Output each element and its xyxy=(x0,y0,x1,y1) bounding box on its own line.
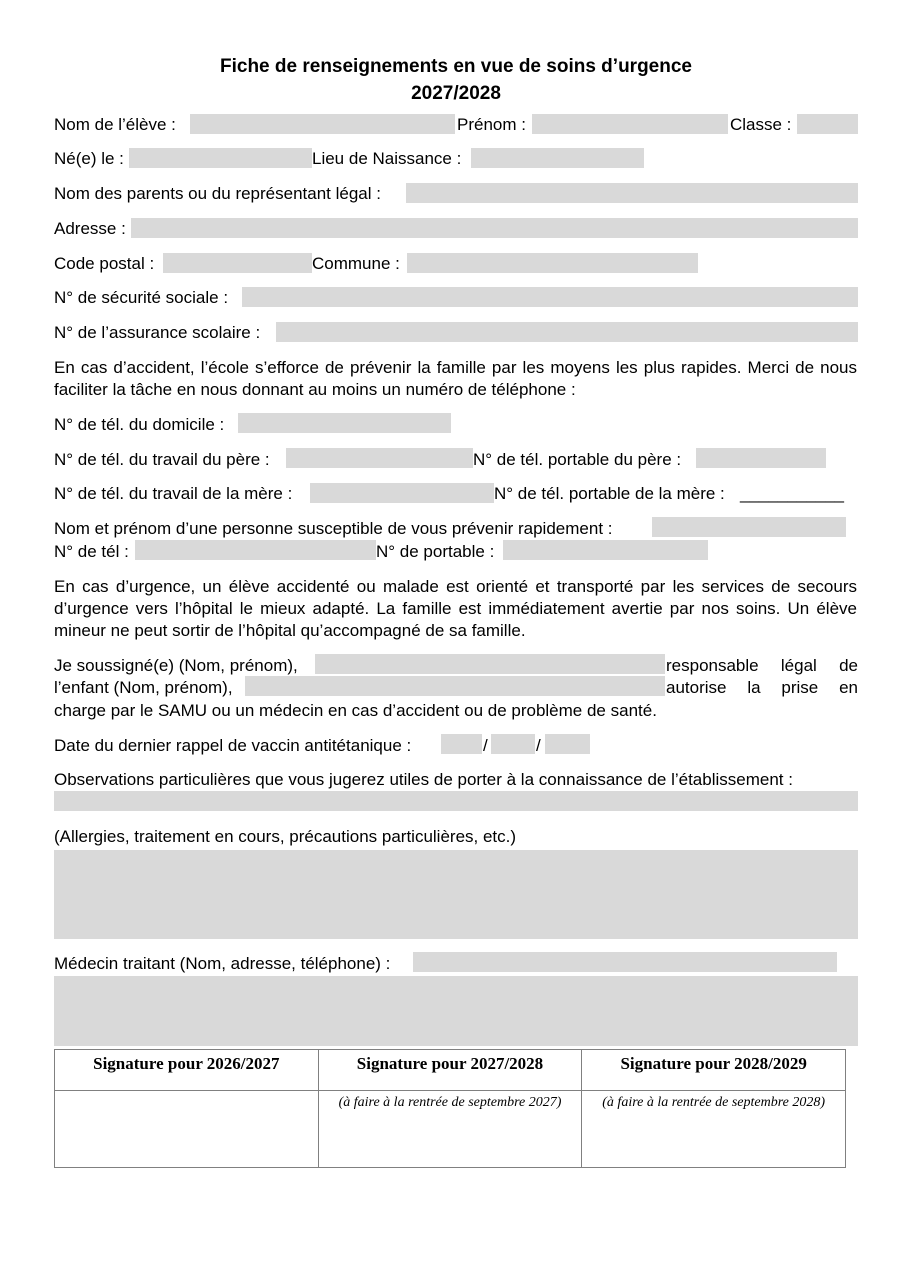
signature-header: Signature pour 2026/2027 xyxy=(55,1050,319,1091)
commune-field[interactable] xyxy=(407,253,698,273)
guardian-name-field[interactable] xyxy=(315,654,665,674)
consent-word: légal xyxy=(780,656,817,675)
school-year: 2027/2028 xyxy=(411,83,501,104)
birthplace-label: Lieu de Naissance : xyxy=(312,149,462,168)
signature-table xyxy=(54,1049,846,1168)
commune-label: Commune : xyxy=(312,254,400,273)
vaccine-month-field[interactable] xyxy=(491,734,535,754)
consent-word: responsable xyxy=(666,656,759,675)
consent-word: prise xyxy=(781,678,819,697)
father-mobile-label: N° de tél. portable du père : xyxy=(473,450,682,469)
home-phone-label: N° de tél. du domicile : xyxy=(54,415,225,434)
vaccine-label: Date du dernier rappel de vaccin antitétanique : xyxy=(54,736,412,755)
social-security-field[interactable] xyxy=(242,287,858,307)
father-work-label: N° de tél. du travail du père : xyxy=(54,450,270,469)
birthplace-field[interactable] xyxy=(471,148,644,168)
address-field[interactable] xyxy=(131,218,858,238)
consent-line2-end xyxy=(666,678,858,698)
observations-field[interactable] xyxy=(54,791,858,811)
consent-word: autorise xyxy=(666,678,727,697)
emergency-paragraph: En cas d’urgence, un élève accidenté ou malade est orienté et transporté par les services de secours d’urgence vers l’hôpital le mieux adapté. La famille est immédiatement avertie par nos soins. Un élève mineur ne peut sortir de l’hôpital qu’accompagné de sa famille. xyxy=(54,577,857,640)
first-name-field[interactable] xyxy=(532,114,728,134)
contact-tel-label: N° de tél : xyxy=(54,542,129,561)
vaccine-year-field[interactable] xyxy=(545,734,590,754)
mother-mobile-line[interactable]: ___________ xyxy=(740,484,845,503)
mother-work-field[interactable] xyxy=(310,483,494,503)
signature-cell[interactable]: (à faire à la rentrée de septembre 2028) xyxy=(582,1091,846,1168)
signature-header: Signature pour 2028/2029 xyxy=(582,1050,846,1091)
consent-line1-start: Je soussigné(e) (Nom, prénom), xyxy=(54,656,298,675)
child-name-field[interactable] xyxy=(245,676,665,696)
consent-word: la xyxy=(747,678,761,697)
date-separator: / xyxy=(483,736,488,755)
class-field[interactable] xyxy=(797,114,858,134)
observations-hint: (Allergies, traitement en cours, précautions particulières, etc.) xyxy=(54,827,517,846)
observations-textarea[interactable] xyxy=(54,850,858,939)
contact-mobile-label: N° de portable : xyxy=(376,542,495,561)
consent-line1-end xyxy=(666,656,858,676)
mother-mobile-label: N° de tél. portable de la mère : xyxy=(494,484,725,503)
born-field[interactable] xyxy=(129,148,312,168)
contact-mobile-field[interactable] xyxy=(503,540,708,560)
signature-cell[interactable] xyxy=(55,1091,319,1168)
page-title: Fiche de renseignements en vue de soins d’urgence xyxy=(220,56,692,77)
observations-label: Observations particulières que vous jugerez utiles de porter à la connaissance de l’établissement : xyxy=(54,770,793,789)
father-mobile-field[interactable] xyxy=(696,448,826,468)
postal-field[interactable] xyxy=(163,253,312,273)
mother-work-label: N° de tél. du travail de la mère : xyxy=(54,484,293,503)
student-name-field[interactable] xyxy=(190,114,455,134)
contact-person-label: Nom et prénom d’une personne susceptible de vous prévenir rapidement : xyxy=(54,519,613,538)
address-label: Adresse : xyxy=(54,219,126,238)
school-insurance-label: N° de l’assurance scolaire : xyxy=(54,323,261,342)
accident-paragraph: En cas d’accident, l’école s’efforce de prévenir la famille par les moyens les plus rapides. Merci de nous faciliter la tâche en nous donnant au moins un numéro de téléphone : xyxy=(54,358,857,399)
doctor-textarea[interactable] xyxy=(54,976,858,1046)
student-name-label: Nom de l’élève : xyxy=(54,115,176,134)
first-name-label: Prénom : xyxy=(457,115,526,134)
home-phone-field[interactable] xyxy=(238,413,451,433)
social-security-label: N° de sécurité sociale : xyxy=(54,288,229,307)
doctor-field[interactable] xyxy=(413,952,837,972)
date-separator: / xyxy=(536,736,541,755)
parents-label: Nom des parents ou du représentant légal : xyxy=(54,184,381,203)
signature-header: Signature pour 2027/2028 xyxy=(318,1050,582,1091)
born-label: Né(e) le : xyxy=(54,149,124,168)
contact-tel-field[interactable] xyxy=(135,540,376,560)
vaccine-day-field[interactable] xyxy=(441,734,482,754)
father-work-field[interactable] xyxy=(286,448,473,468)
parents-field[interactable] xyxy=(406,183,858,203)
consent-line3: charge par le SAMU ou un médecin en cas d’accident ou de problème de santé. xyxy=(54,701,657,720)
school-insurance-field[interactable] xyxy=(276,322,858,342)
consent-line2-start: l’enfant (Nom, prénom), xyxy=(54,678,233,697)
contact-person-field[interactable] xyxy=(652,517,846,537)
postal-label: Code postal : xyxy=(54,254,155,273)
consent-word: en xyxy=(839,678,858,697)
signature-cell[interactable]: (à faire à la rentrée de septembre 2027) xyxy=(318,1091,582,1168)
consent-word: de xyxy=(839,656,858,675)
doctor-label: Médecin traitant (Nom, adresse, téléphone) : xyxy=(54,954,391,973)
class-label: Classe : xyxy=(730,115,792,134)
